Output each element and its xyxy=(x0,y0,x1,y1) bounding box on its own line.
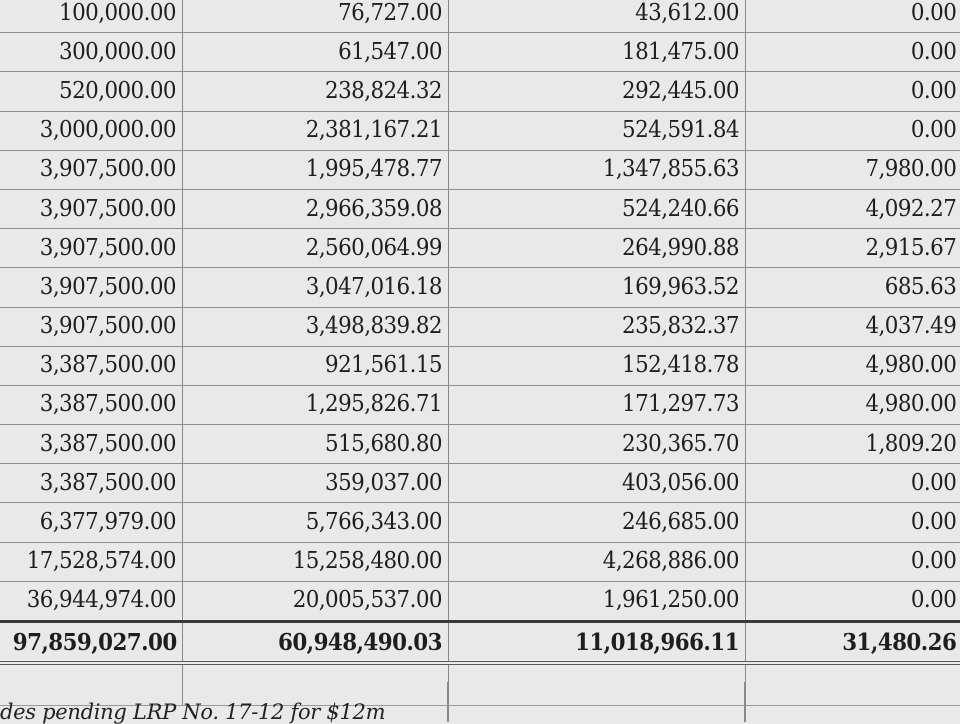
table-row xyxy=(0,464,960,503)
table-cell-amount-col-2: 61,547.00 xyxy=(201,33,448,72)
table-cell-amount-col-1: 3,907,500.00 xyxy=(13,268,182,307)
table-cell-amount-col-3: 1,961,250.00 xyxy=(469,581,745,621)
total-cell-amount-col-1: 97,859,027.00 xyxy=(13,622,182,664)
table-row xyxy=(0,150,960,189)
table-cell-amount-col-4: 0.00 xyxy=(760,581,960,621)
table-cell-amount-col-4: 1,809.20 xyxy=(760,425,960,464)
table-row xyxy=(0,189,960,228)
table-cell-amount-col-4: 4,037.49 xyxy=(760,307,960,346)
blank-cell xyxy=(469,663,745,706)
table-cell-amount-col-4: 4,980.00 xyxy=(760,385,960,424)
table-cell-amount-col-2: 238,824.32 xyxy=(201,72,448,111)
table-row xyxy=(0,268,960,307)
table-cell-amount-col-4: 0.00 xyxy=(760,72,960,111)
table-cell-amount-col-3: 246,685.00 xyxy=(469,503,745,542)
table-cell-amount-col-3: 1,347,855.63 xyxy=(469,150,745,189)
table-row xyxy=(0,0,960,33)
table-cell-amount-col-3: 524,591.84 xyxy=(469,111,745,150)
table-cell-amount-col-3: 264,990.88 xyxy=(469,229,745,268)
table-cell-amount-col-1: 3,387,500.00 xyxy=(13,425,182,464)
table-cell-amount-col-4: 0.00 xyxy=(760,0,960,33)
table-row xyxy=(0,581,960,621)
table-cell-amount-col-2: 15,258,480.00 xyxy=(201,542,448,581)
table-cell-amount-col-1: 3,907,500.00 xyxy=(13,307,182,346)
table-cell-amount-col-2: 2,966,359.08 xyxy=(201,189,448,228)
column-divider xyxy=(447,682,449,722)
table-cell-amount-col-2: 1,995,478.77 xyxy=(201,150,448,189)
column-divider xyxy=(744,682,746,722)
table-row xyxy=(0,307,960,346)
table-cell-amount-col-3: 403,056.00 xyxy=(469,464,745,503)
table-row xyxy=(0,111,960,150)
table-cell-amount-col-1: 3,000,000.00 xyxy=(13,111,182,150)
table-cell-amount-col-4: 0.00 xyxy=(760,503,960,542)
table-cell-amount-col-3: 292,445.00 xyxy=(469,72,745,111)
total-cell-amount-col-3: 11,018,966.11 xyxy=(469,622,745,664)
table-cell-amount-col-3: 152,418.78 xyxy=(469,346,745,385)
table-cell-amount-col-1: 3,907,500.00 xyxy=(13,150,182,189)
total-cell-amount-col-4: 31,480.26 xyxy=(760,622,960,664)
table-row xyxy=(0,33,960,72)
table-cell-amount-col-4: 7,980.00 xyxy=(760,150,960,189)
table-cell-amount-col-4: 2,915.67 xyxy=(760,229,960,268)
table-cell-amount-col-4: 0.00 xyxy=(760,111,960,150)
totals-row xyxy=(0,622,960,664)
table-cell-amount-col-1: 100,000.00 xyxy=(13,0,182,33)
table-cell-amount-col-4: 0.00 xyxy=(760,542,960,581)
table-cell-amount-col-1: 3,387,500.00 xyxy=(13,346,182,385)
table-cell-amount-col-2: 515,680.80 xyxy=(201,425,448,464)
table-cell-amount-col-4: 4,980.00 xyxy=(760,346,960,385)
table-cell-amount-col-4: 4,092.27 xyxy=(760,189,960,228)
table-cell-amount-col-2: 2,560,064.99 xyxy=(201,229,448,268)
table-cell-amount-col-2: 2,381,167.21 xyxy=(201,111,448,150)
table-cell-amount-col-2: 76,727.00 xyxy=(201,0,448,33)
table-cell-amount-col-3: 43,612.00 xyxy=(469,0,745,33)
table-row xyxy=(0,72,960,111)
table-cell-amount-col-1: 3,387,500.00 xyxy=(13,464,182,503)
table-cell-amount-col-3: 169,963.52 xyxy=(469,268,745,307)
table-cell-amount-col-1: 300,000.00 xyxy=(13,33,182,72)
table-cell-amount-col-1: 3,907,500.00 xyxy=(13,189,182,228)
table-cell-amount-col-2: 1,295,826.71 xyxy=(201,385,448,424)
table-row xyxy=(0,503,960,542)
table-cell-amount-col-1: 36,944,974.00 xyxy=(13,581,182,621)
table-cell-amount-col-3: 230,365.70 xyxy=(469,425,745,464)
table-cell-amount-col-3: 4,268,886.00 xyxy=(469,542,745,581)
table-row xyxy=(0,542,960,581)
table-row xyxy=(0,346,960,385)
table-cell-amount-col-4: 0.00 xyxy=(760,33,960,72)
table-cell-amount-col-1: 17,528,574.00 xyxy=(13,542,182,581)
blank-cell xyxy=(760,663,960,706)
table-cell-amount-col-3: 524,240.66 xyxy=(469,189,745,228)
table-cell-amount-col-1: 3,387,500.00 xyxy=(13,385,182,424)
table-cell-amount-col-1: 6,377,979.00 xyxy=(13,503,182,542)
table-row xyxy=(0,425,960,464)
table-cell-amount-col-4: 0.00 xyxy=(760,464,960,503)
table-row xyxy=(0,229,960,268)
total-cell-amount-col-2: 60,948,490.03 xyxy=(201,622,448,664)
table-cell-amount-col-2: 359,037.00 xyxy=(201,464,448,503)
table-cell-amount-col-4: 685.63 xyxy=(760,268,960,307)
table-cell-amount-col-1: 3,907,500.00 xyxy=(13,229,182,268)
table-cell-amount-col-3: 171,297.73 xyxy=(469,385,745,424)
table-row xyxy=(0,385,960,424)
table-cell-amount-col-3: 181,475.00 xyxy=(469,33,745,72)
table-cell-amount-col-1: 520,000.00 xyxy=(13,72,182,111)
table-cell-amount-col-2: 3,047,016.18 xyxy=(201,268,448,307)
table-cell-amount-col-2: 3,498,839.82 xyxy=(201,307,448,346)
table-cell-amount-col-2: 20,005,537.00 xyxy=(201,581,448,621)
table-cell-amount-col-3: 235,832.37 xyxy=(469,307,745,346)
table-cell-amount-col-2: 5,766,343.00 xyxy=(201,503,448,542)
table-cell-amount-col-2: 921,561.15 xyxy=(201,346,448,385)
footnote: des pending LRP No. 17-12 for $12m xyxy=(0,700,386,724)
